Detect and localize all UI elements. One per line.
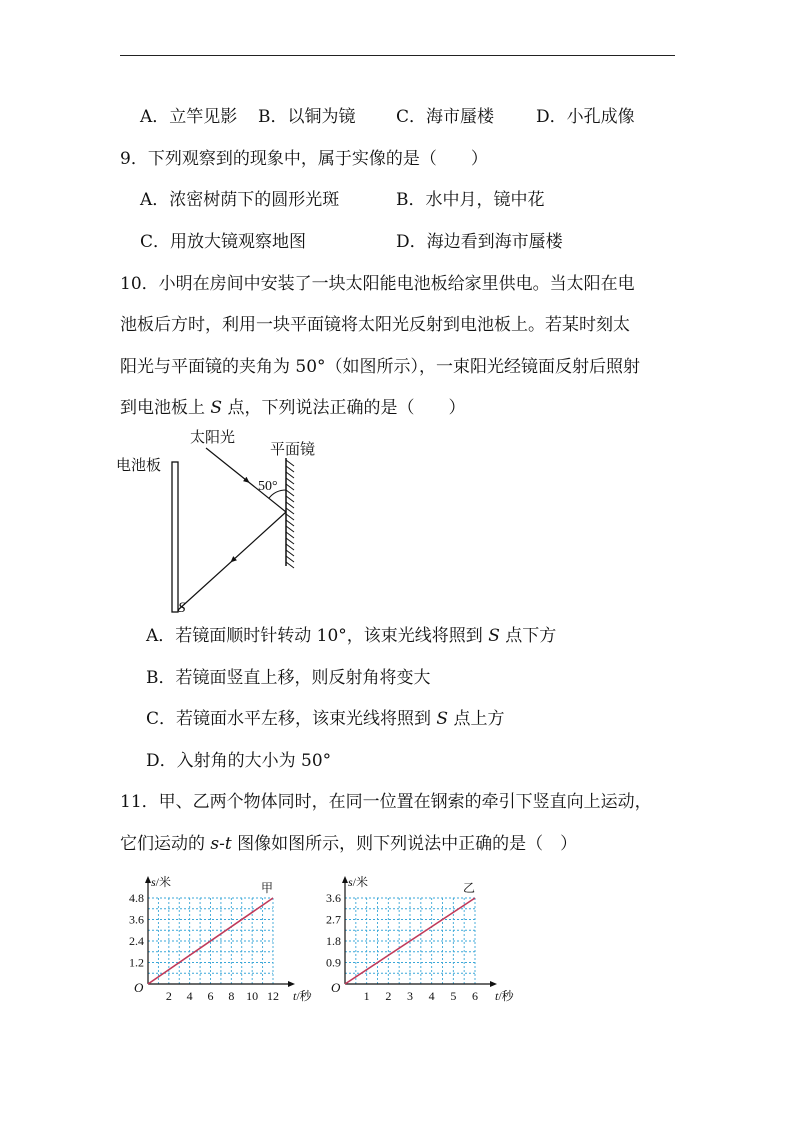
q10-line-3: 阳光与平面镜的夹角为 50°（如图所示），一束阳光经镜面反射后照射 [120,357,641,377]
x-tick-label: 10 [246,989,259,1003]
mirror-hatching [286,460,294,568]
x-axis-label: t/秒 [495,989,514,1003]
y-axis-label: s/米 [348,875,369,889]
panel-label: 电池板 [116,458,162,474]
x-tick-label: 6 [207,989,214,1003]
y-tick-label: 4.8 [129,891,144,905]
y-tick-label: 1.8 [326,934,341,948]
q10-option-c-var: S [436,709,449,729]
q11-line-2-post: 图像如图所示，则下列说法中正确的是（ ） [231,834,578,854]
y-tick-label: 3.6 [129,912,144,927]
q9-stem: 9．下列观察到的现象中，属于实像的是（ ） [120,149,488,169]
q10-line-4-post: 点，下列说法正确的是（ ） [222,398,466,418]
origin-label: O [134,980,144,995]
series-name-label: 乙 [463,881,476,895]
q9-option-a: A．浓密树荫下的圆形光斑 [140,190,340,210]
mirror-label: 平面镜 [270,442,316,458]
origin-label: O [331,980,341,995]
y-tick-label: 2.4 [129,934,144,948]
q8-option-b: B．以铜为镜 [258,107,356,127]
q10-option-b: B．若镜面竖直上移，则反射角将变大 [146,668,431,688]
series-name-label: 甲 [261,881,274,895]
q10-mirror-diagram [110,420,340,620]
x-tick-label: 8 [228,989,235,1003]
q9-option-c: C．用放大镜观察地图 [140,232,307,252]
x-tick-label: 5 [450,989,457,1003]
point-s-label: S [178,600,186,616]
chart-jia [110,870,310,1010]
q10-line-4-pre: 到电池板上 [120,398,211,418]
q9-option-b: B．水中月，镜中花 [396,190,545,210]
solar-panel [172,462,178,612]
q10-option-a-pre: A．若镜面顺时针转动 10°，该束光线将照到 [146,626,489,646]
q10-line-1: 10．小明在房间中安装了一块太阳能电池板给家里供电。当太阳在电 [120,274,635,294]
q11-line-1: 11．甲、乙两个物体同时，在同一位置在钢索的牵引下竖直向上运动， [120,792,652,812]
angle-label: 50° [258,479,278,494]
q8-option-d: D．小孔成像 [536,107,635,127]
x-tick-label: 1 [363,989,370,1003]
q10-option-c-post: 点上方 [448,709,505,729]
x-tick-label: 2 [165,989,172,1003]
q11-st-var: s-t [210,834,232,854]
x-tick-label: 6 [472,989,478,1003]
x-axis-label: t/秒 [293,989,312,1003]
q10-line-4 [120,396,465,420]
q11-line-2-pre: 它们运动的 [120,834,211,854]
sun-label: 太阳光 [190,430,236,446]
q10-option-d: D．入射角的大小为 50° [146,751,332,771]
y-tick-label: 3.6 [326,891,341,905]
x-tick-label: 12 [267,989,279,1003]
q10-option-a-post: 点下方 [499,626,557,646]
q10-option-c-pre: C．若镜面水平左移，该束光线将照到 [146,709,437,729]
y-axis-label: s/米 [151,875,172,889]
q10-option-a [146,624,556,648]
q8-option-c: C．海市蜃楼 [396,107,495,127]
y-tick-label: 0.9 [326,955,341,970]
x-axis-arrow [490,981,497,987]
x-tick-label: 3 [407,989,413,1003]
chart-yi [310,870,520,1010]
header-rule [120,55,675,56]
q10-line-2: 池板后方时，利用一块平面镜将太阳光反射到电池板上。若某时刻太 [120,315,630,335]
x-axis-arrow [288,981,295,987]
x-tick-label: 2 [385,989,392,1003]
x-tick-label: 4 [186,989,193,1003]
q9-option-d: D．海边看到海市蜃楼 [396,232,563,252]
q8-option-a: A．立竿见影 [140,107,238,127]
q10-point-s: S [210,398,223,418]
q10-option-a-var: S [488,626,500,646]
q11-line-2 [120,832,577,856]
y-tick-label: 1.2 [129,955,144,970]
q10-option-c [146,707,504,731]
y-tick-label: 2.7 [326,912,341,927]
x-tick-label: 4 [428,989,435,1003]
